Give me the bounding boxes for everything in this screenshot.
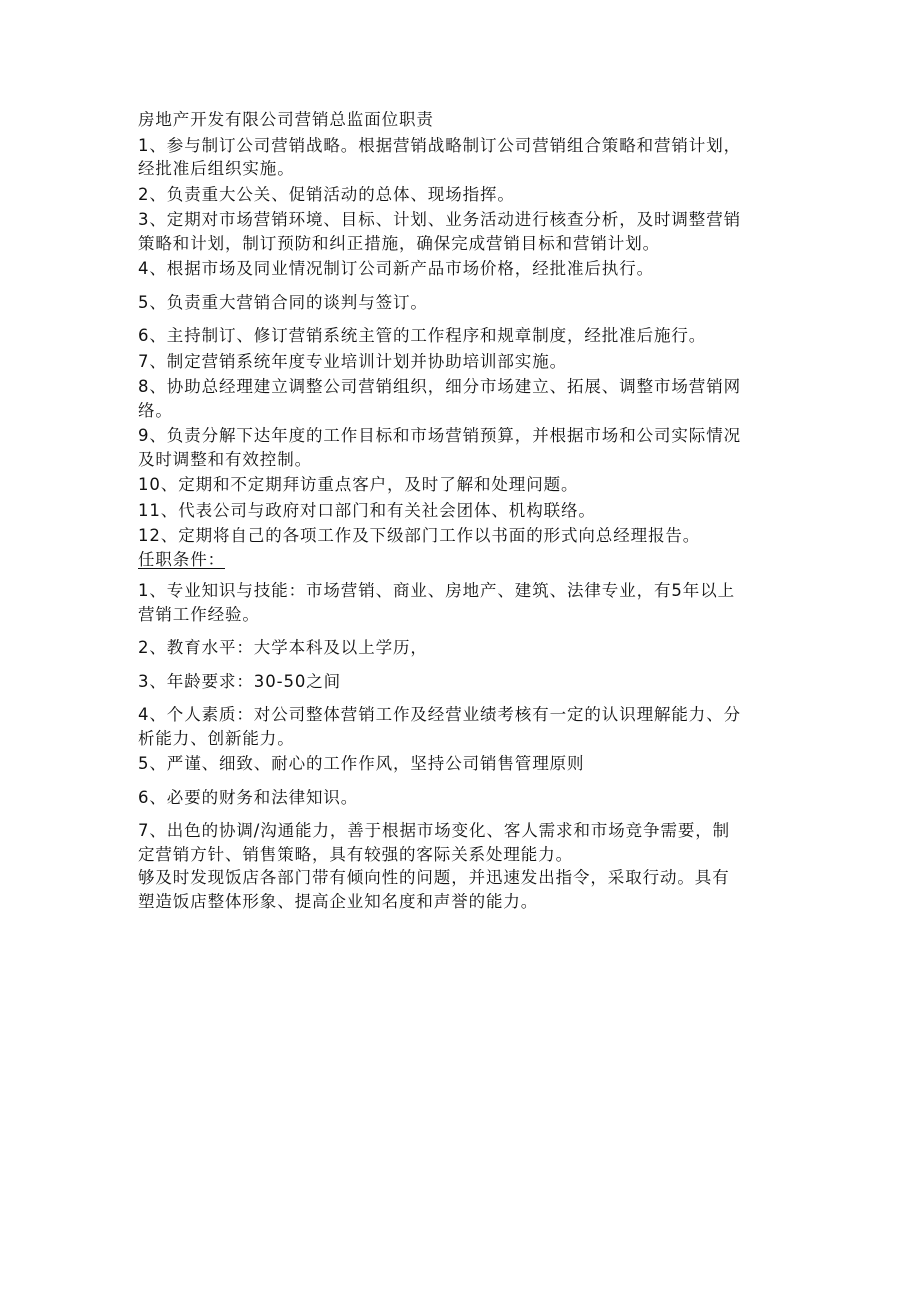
- requirement-2: 2、教育水平：大学本科及以上学历，: [138, 638, 428, 657]
- document-title: 房地产开发有限公司营销总监面位职责: [138, 110, 434, 129]
- duty-9-line-2: 及时调整和有效控制。: [138, 449, 312, 469]
- duty-3-line-2: 策略和计划，制订预防和纠正措施，确保完成营销目标和营销计划。: [138, 233, 660, 253]
- document-body: [138, 108, 788, 913]
- duty-8-line-2: 络。: [138, 400, 173, 420]
- requirement-4-line-1: 4、个人素质：对公司整体营销工作及经营业绩考核有一定的认识理解能力、分: [138, 705, 741, 724]
- requirement-3: 3、年龄要求：30-50之间: [138, 671, 342, 691]
- requirement-7-line-2: 定营销方针、销售策略，具有较强的客际关系处理能力。: [138, 844, 573, 864]
- duty-7: 7、制定营销系统年度专业培训计划并协助培训部实施。: [138, 351, 567, 371]
- duty-3-line-1: 3、定期对市场营销环境、目标、计划、业务活动进行核查分析，及时调整营销: [138, 210, 741, 229]
- duty-11: 11、代表公司与政府对口部门和有关社会团体、机构联络。: [138, 500, 596, 520]
- requirement-7-line-1: 7、出色的协调/沟通能力，善于根据市场变化、客人需求和市场竞争需要，制: [138, 821, 731, 840]
- requirement-1-line-2: 营销工作经验。: [138, 604, 260, 624]
- duty-1-line-2: 经批准后组织实施。: [138, 159, 295, 178]
- requirement-5: 5、严谨、细致、耐心的工作作风，坚持公司销售管理原则: [138, 754, 585, 773]
- duty-8-line-1: 8、协助总经理建立调整公司营销组织，细分市场建立、拓展、调整市场营销网: [138, 377, 741, 396]
- duty-6: 6、主持制订、修订营销系统主管的工作程序和规章制度，经批准后施行。: [138, 326, 707, 345]
- duty-12: 12、定期将自己的各项工作及下级部门工作以书面的形式向总经理报告。: [138, 526, 701, 545]
- duty-10: 10、定期和不定期拜访重点客户，及时了解和处理问题。: [138, 475, 579, 494]
- requirement-4-line-2: 析能力、创新能力。: [138, 728, 295, 748]
- duty-5: 5、负责重大营销合同的谈判与签订。: [138, 292, 428, 312]
- duty-1-line-1: 1、参与制订公司营销战略。根据营销战略制订公司营销组合策略和营销计划，: [138, 135, 741, 155]
- requirement-1-line-1: 1、专业知识与技能：市场营销、商业、房地产、建筑、法律专业，有5年以上: [138, 581, 735, 600]
- trailing-paragraph-line-1: 够及时发现饭店各部门带有倾向性的问题，并迅速发出指令，采取行动。具有: [138, 868, 730, 887]
- requirements-heading: 任职条件：: [138, 549, 225, 569]
- duty-4: 4、根据市场及同业情况制订公司新产品市场价格，经批准后执行。: [138, 259, 654, 278]
- requirement-6: 6、必要的财务和法律知识。: [138, 787, 359, 807]
- duty-2: 2、负责重大公关、促销活动的总体、现场指挥。: [138, 184, 515, 204]
- duty-9-line-1: 9、负责分解下达年度的工作目标和市场营销预算，并根据市场和公司实际情况: [138, 426, 741, 445]
- trailing-paragraph-line-2: 塑造饭店整体形象、提高企业知名度和声誉的能力。: [138, 891, 539, 911]
